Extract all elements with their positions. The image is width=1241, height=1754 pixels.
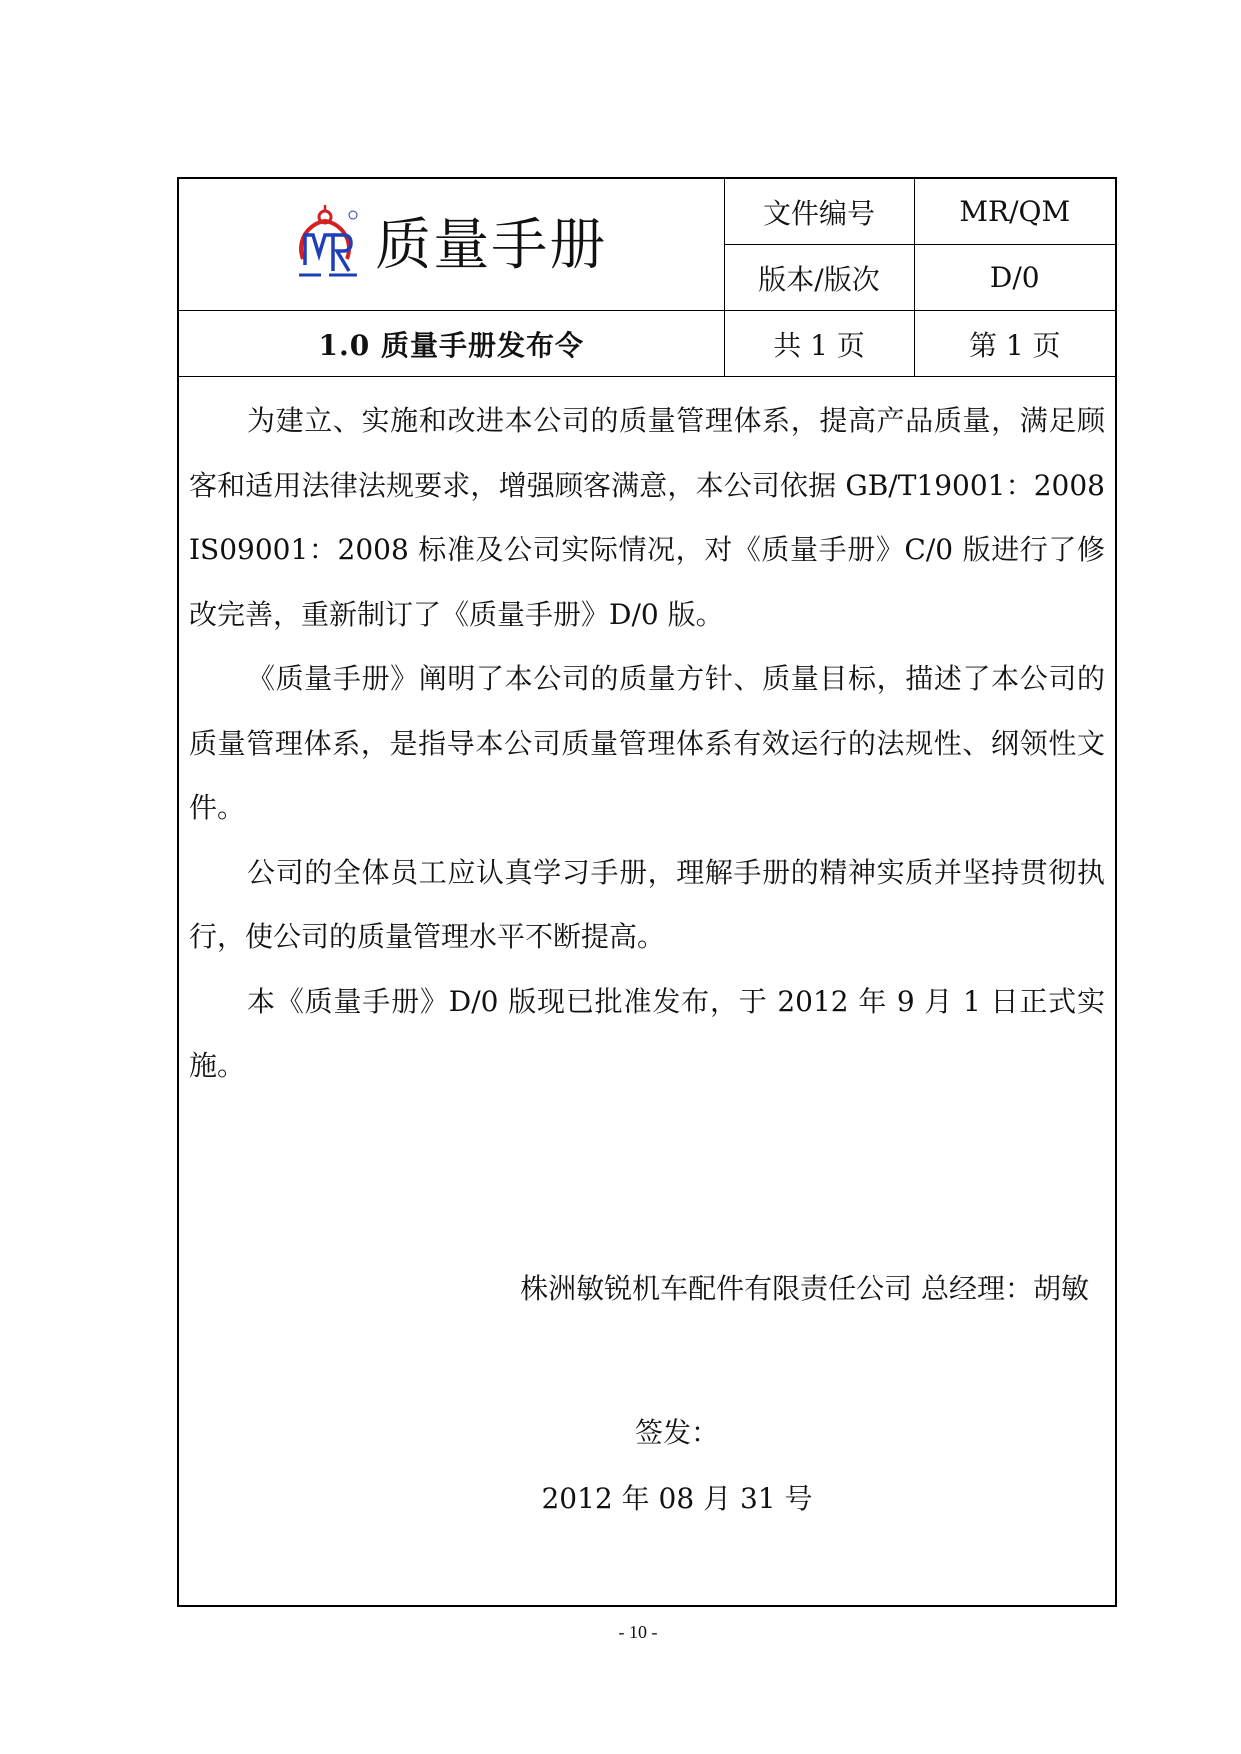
version-value: D/0	[914, 245, 1115, 311]
manual-title: 质量手册	[375, 213, 608, 278]
mr-company-logo-icon	[295, 201, 365, 281]
paragraph: 本《质量手册》D/0 版现已批准发布，于 2012 年 9 月 1 日正式实施。	[189, 984, 1105, 1082]
doc-number-value: MR/QM	[914, 179, 1115, 245]
page-number: - 10 -	[618, 1622, 658, 1642]
logo-cell	[179, 179, 724, 311]
logo	[295, 201, 607, 281]
signer-line: 株洲敏锐机车配件有限责任公司 总经理：胡敏	[520, 1272, 1089, 1305]
release-order-body	[189, 389, 1105, 1099]
total-pages: 共 1 页	[724, 311, 914, 377]
doc-number-label: 文件编号	[724, 179, 914, 245]
signature-label: 签发：	[634, 1416, 719, 1449]
version-label: 版本/版次	[724, 245, 914, 311]
section-title: 1.0 质量手册发布令	[179, 311, 724, 377]
paragraph: 《质量手册》阐明了本公司的质量方针、质量目标，描述了本公司的质量管理体系，是指导本公司质量管理体系有效运行的法规性、纲领性文件。	[189, 662, 1105, 824]
header-table	[179, 179, 1115, 377]
paragraph: 为建立、实施和改进本公司的质量管理体系，提高产品质量，满足顾客和适用法律法规要求，增强顾客满意，本公司依据 GB/T19001：2008 IS09001：2008 标准及公司实际情况，对《质量手册》C/0 版进行了修改完善，重新制订了《质量手册》D/0 版。	[189, 404, 1105, 631]
document-frame	[177, 177, 1117, 1607]
current-page: 第 1 页	[914, 311, 1115, 377]
issue-date: 2012 年 08 月 31 号	[541, 1482, 813, 1515]
paragraph: 公司的全体员工应认真学习手册，理解手册的精神实质并坚持贯彻执行，使公司的质量管理水平不断提高。	[189, 855, 1105, 953]
